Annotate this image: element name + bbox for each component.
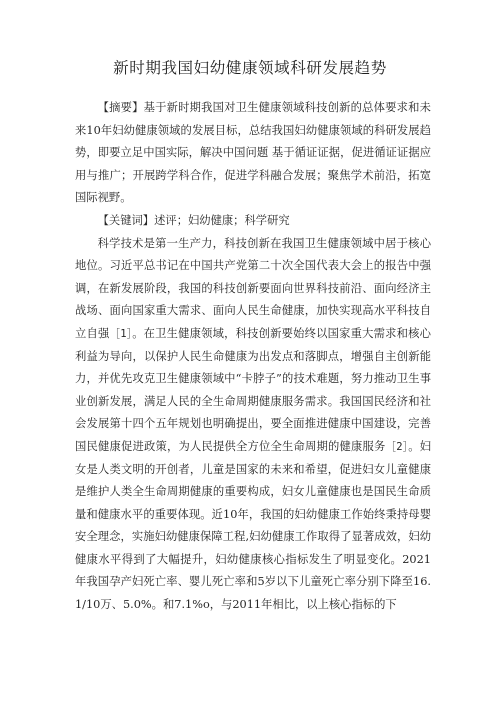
body-text-part2: 。在卫生健康领域，科技创新要始终以国家重大需求和核心利益为导向，以保护人民生命健康为出发点和落脚点，增强自主创新能力，并优先攻克卫生健康领域中“卡脖子”的技术难题，努力推动卫生事业创新发展，满足人民的全生命周期健康服务需求。我国国民经济和社会发展第十四个五年规划也明确提出，要全面推进健康中国建设，完善国民健康促进政策，为人民提供全方位全生命周期的健康服务 xyxy=(75,326,431,453)
keywords-text: 述评；妇幼健康；科学研究 xyxy=(154,213,290,227)
reference-2[interactable]: ［2］ xyxy=(385,440,409,453)
paper-title: 新时期我国妇幼健康领域科研发展趋势 xyxy=(113,59,387,77)
body-text-part3: 。妇女是人类文明的开创者，儿童是国家的未来和希望，促进妇女儿童健康是维护人类全生命周期健康的重要构成，妇女儿童健康也是国民生命质量和健康水平的重要体现。近10年，我国的妇幼健康工作始终秉持母婴安全理念，实施妇幼健康保障工程,妇幼健康工作取得了显著成效，妇幼健康水平得到了大幅提升，妇幼健康核心指标发生了明显变化。2021年我国孕产妇死亡率、婴儿死亡率和5岁以下儿童死亡率分别下降至16.1/10万、5.0%。和7.1%o，与2011年相比，以上核心指标的下 xyxy=(75,439,431,612)
body-text-part1: 科学技术是第一生产力，科技创新在我国卫生健康领域中居于核心地位。习近平总书记在中国共产党第二十次全国代表大会上的报告中强调，在新发展阶段，我国的科技创新要面向世界科技前沿、面向经济主战场、面向国家重大需求、面向人民生命健康，加快实现高水平科技自立自强 xyxy=(75,236,431,340)
abstract-text: 基于新时期我国对卫生健康领域科技创新的总体要求和未来10年妇幼健康领域的发展目标，总结我国妇幼健康领域的科研发展趋势，即要立足中国实际，解决中国问题 基于循证证据，促进循证证据应用与推广；开展跨学科合作，促进学科融合发展；聚焦学术前沿，拓宽国际视野。 xyxy=(75,101,431,205)
abstract-label: 【摘要】 xyxy=(97,101,144,114)
keywords-label: 【关键词】 xyxy=(97,213,155,227)
paper-body xyxy=(75,97,431,617)
reference-1[interactable]: ［1］ xyxy=(109,327,133,340)
keywords-paragraph xyxy=(75,210,431,233)
abstract-paragraph xyxy=(75,97,431,210)
body-paragraph xyxy=(75,233,431,617)
